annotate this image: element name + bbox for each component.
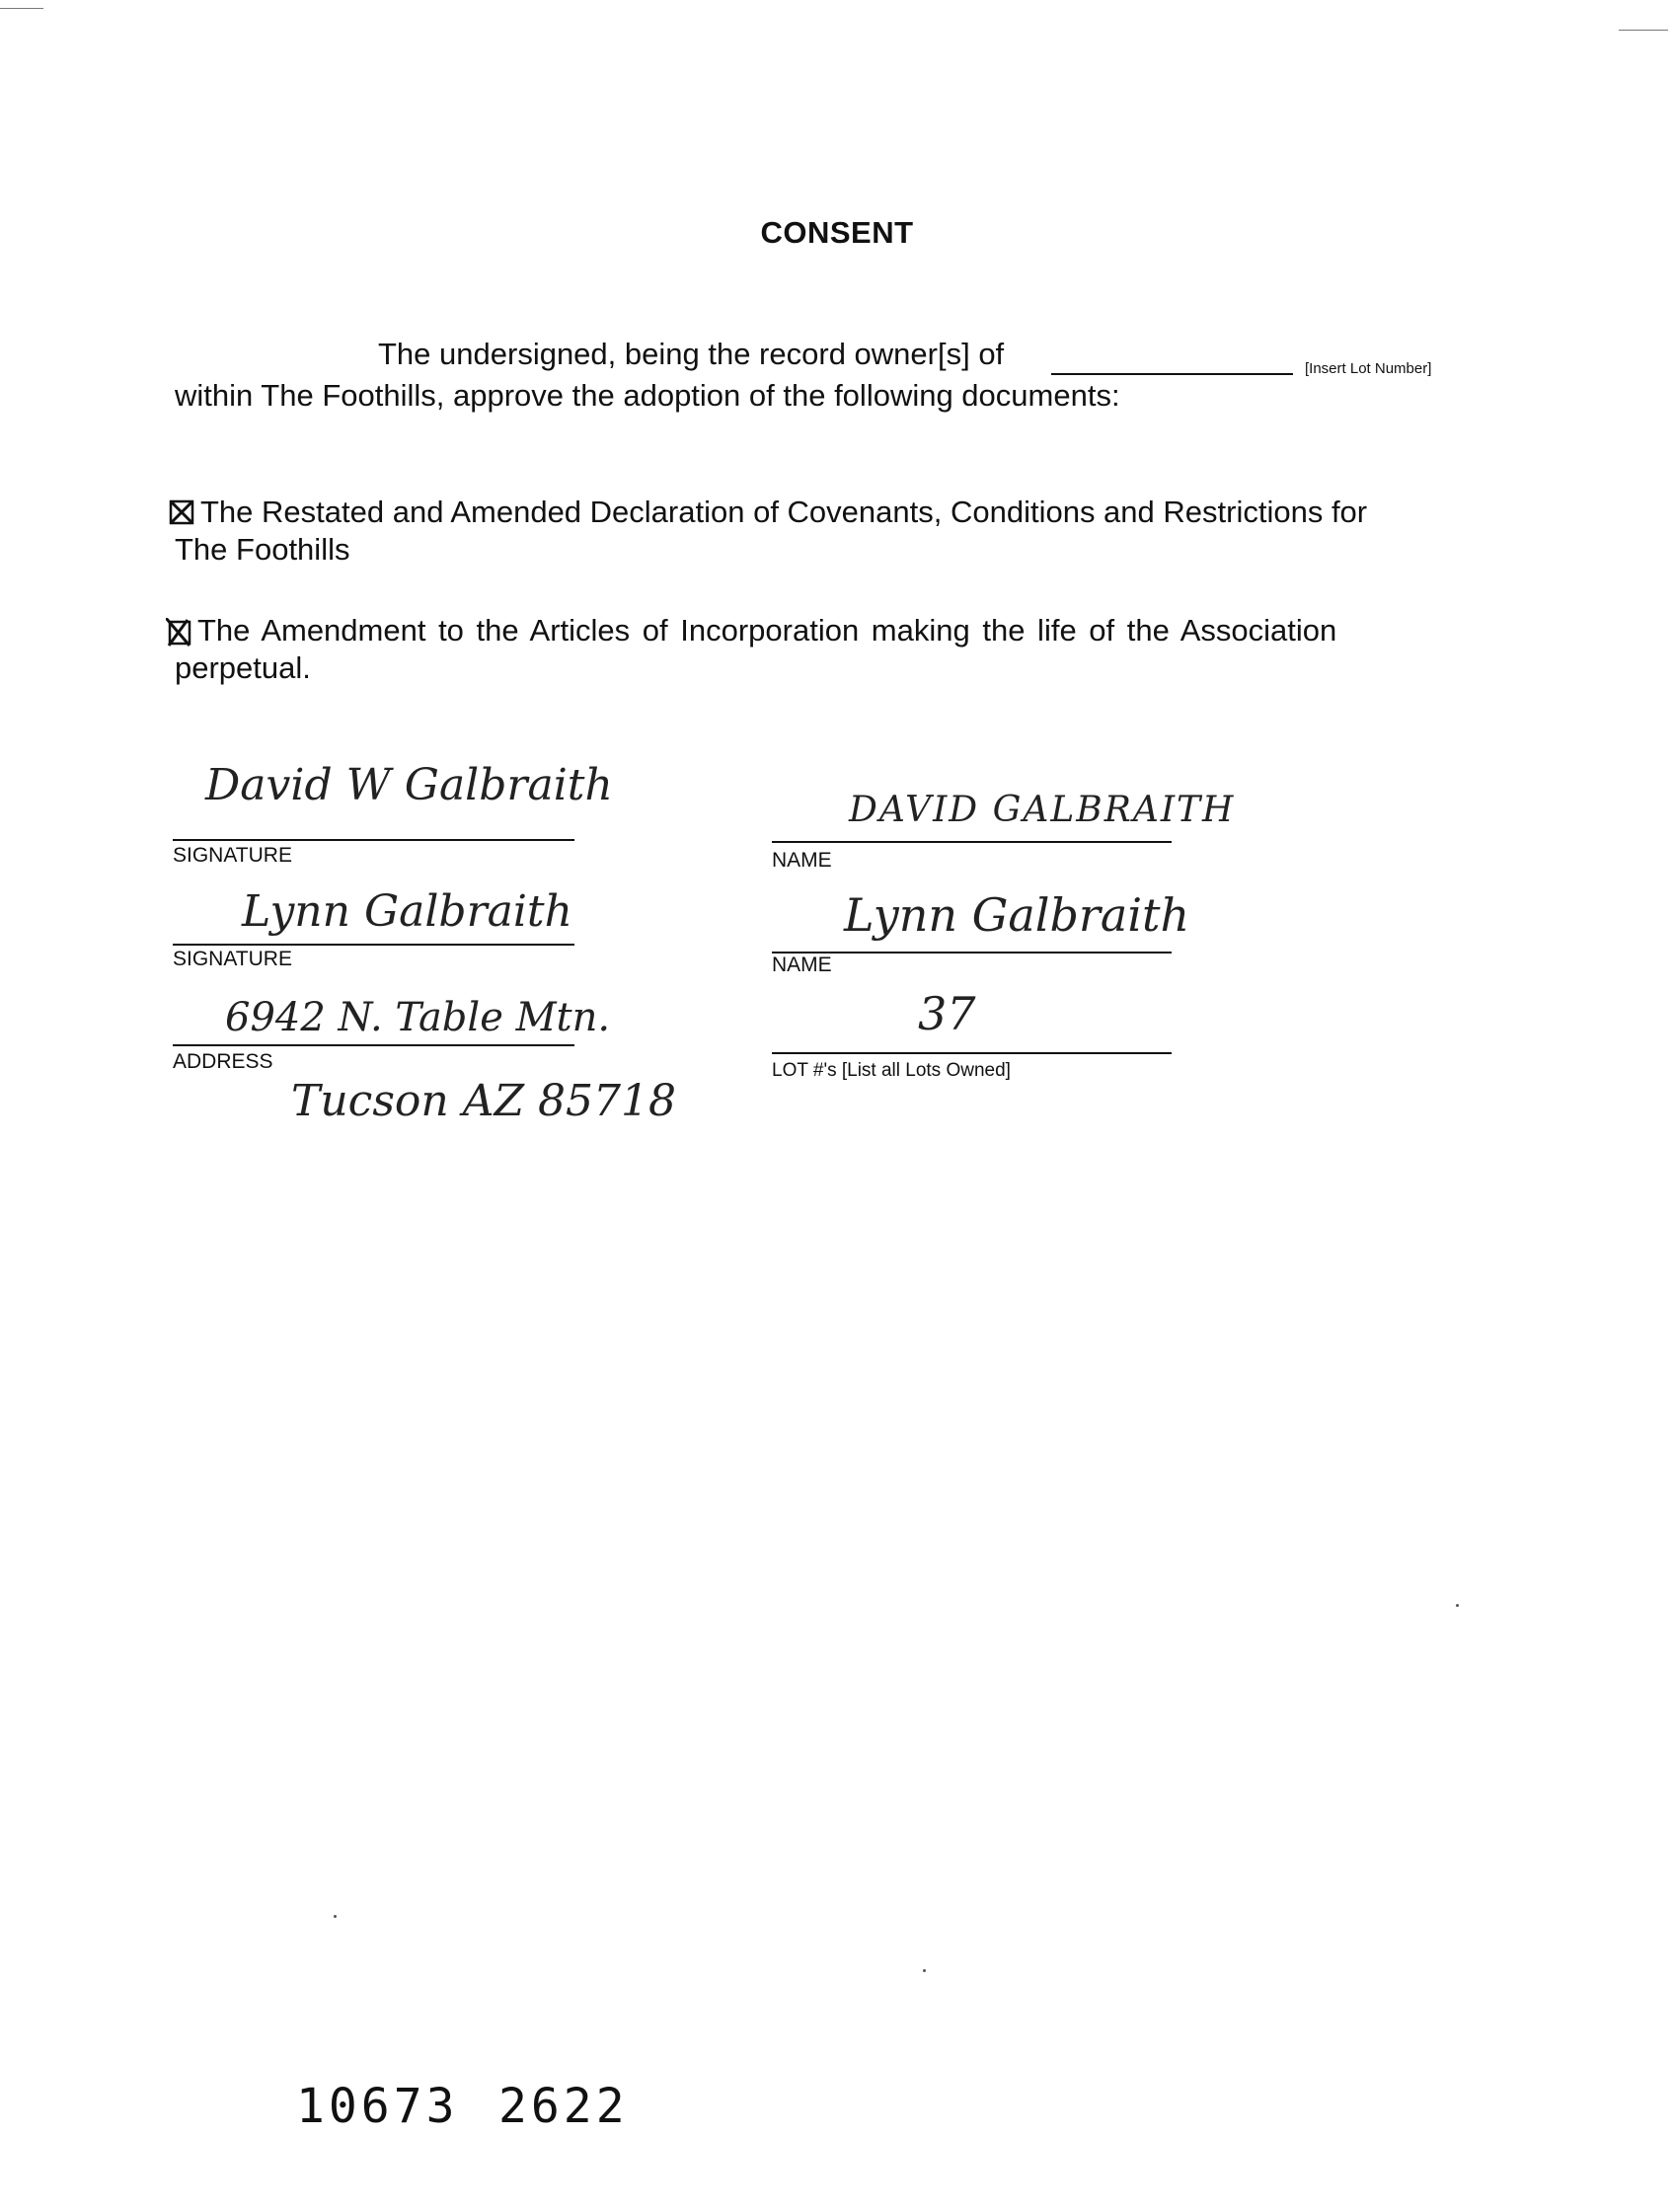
item-2-line-2: perpetual. <box>175 650 311 685</box>
item-1-line-2: The Foothills <box>175 532 350 567</box>
signature-1-line <box>173 839 574 841</box>
name-2-label: NAME <box>772 953 832 976</box>
item-2-checkbox[interactable] <box>166 618 191 644</box>
signature-1-label: SIGNATURE <box>173 844 292 867</box>
scan-mark-top-right <box>1619 30 1668 31</box>
intro-text-1: The undersigned, being the record owner[s] of <box>378 337 1005 371</box>
name-2-handwritten: Lynn Galbraith <box>844 888 1190 942</box>
lot-number-underline <box>1051 373 1293 375</box>
signature-2-line <box>173 944 574 946</box>
lots-owned-line <box>772 1052 1172 1054</box>
document-title: CONSENT <box>760 215 914 250</box>
signature-2-handwritten: Lynn Galbraith <box>242 886 572 937</box>
name-2-line <box>772 952 1172 953</box>
lots-owned-handwritten: 37 <box>918 987 976 1040</box>
item-1-line-1: The Restated and Amended Declaration of Covenants, Conditions and Restrictions for <box>200 495 1368 529</box>
scan-speck <box>923 1969 926 1972</box>
address-line <box>173 1044 574 1046</box>
document-item-2 <box>166 612 1336 649</box>
scan-speck <box>1456 1604 1459 1607</box>
address-label: ADDRESS <box>173 1050 273 1073</box>
signature-1-handwritten: David W Galbraith <box>205 760 613 810</box>
intro-line-1 <box>378 336 1004 373</box>
scan-mark-top-left <box>0 8 43 9</box>
footer-stamp-2: 2622 <box>498 2079 629 2134</box>
item-2-line-1: The Amendment to the Articles of Incorporation making the life of the Association <box>197 613 1337 648</box>
name-1-handwritten: DAVID GALBRAITH <box>849 790 1236 830</box>
signature-2-label: SIGNATURE <box>173 948 292 970</box>
name-1-label: NAME <box>772 849 832 872</box>
checked-box-icon <box>169 499 194 525</box>
address-line-1-handwritten: 6942 N. Table Mtn. <box>225 995 611 1040</box>
item-1-checkbox[interactable] <box>169 499 194 525</box>
footer-stamp-1: 10673 <box>296 2079 459 2134</box>
lots-owned-label: LOT #'s [List all Lots Owned] <box>772 1060 1011 1081</box>
checked-box-icon <box>166 618 191 648</box>
document-item-1 <box>169 494 1367 531</box>
intro-line-2: within The Foothills, approve the adoption of the following documents: <box>175 378 1120 413</box>
scan-speck <box>334 1915 337 1918</box>
address-line-2-handwritten: Tucson AZ 85718 <box>291 1076 677 1126</box>
insert-lot-hint: [Insert Lot Number] <box>1305 360 1432 377</box>
name-1-line <box>772 841 1172 843</box>
